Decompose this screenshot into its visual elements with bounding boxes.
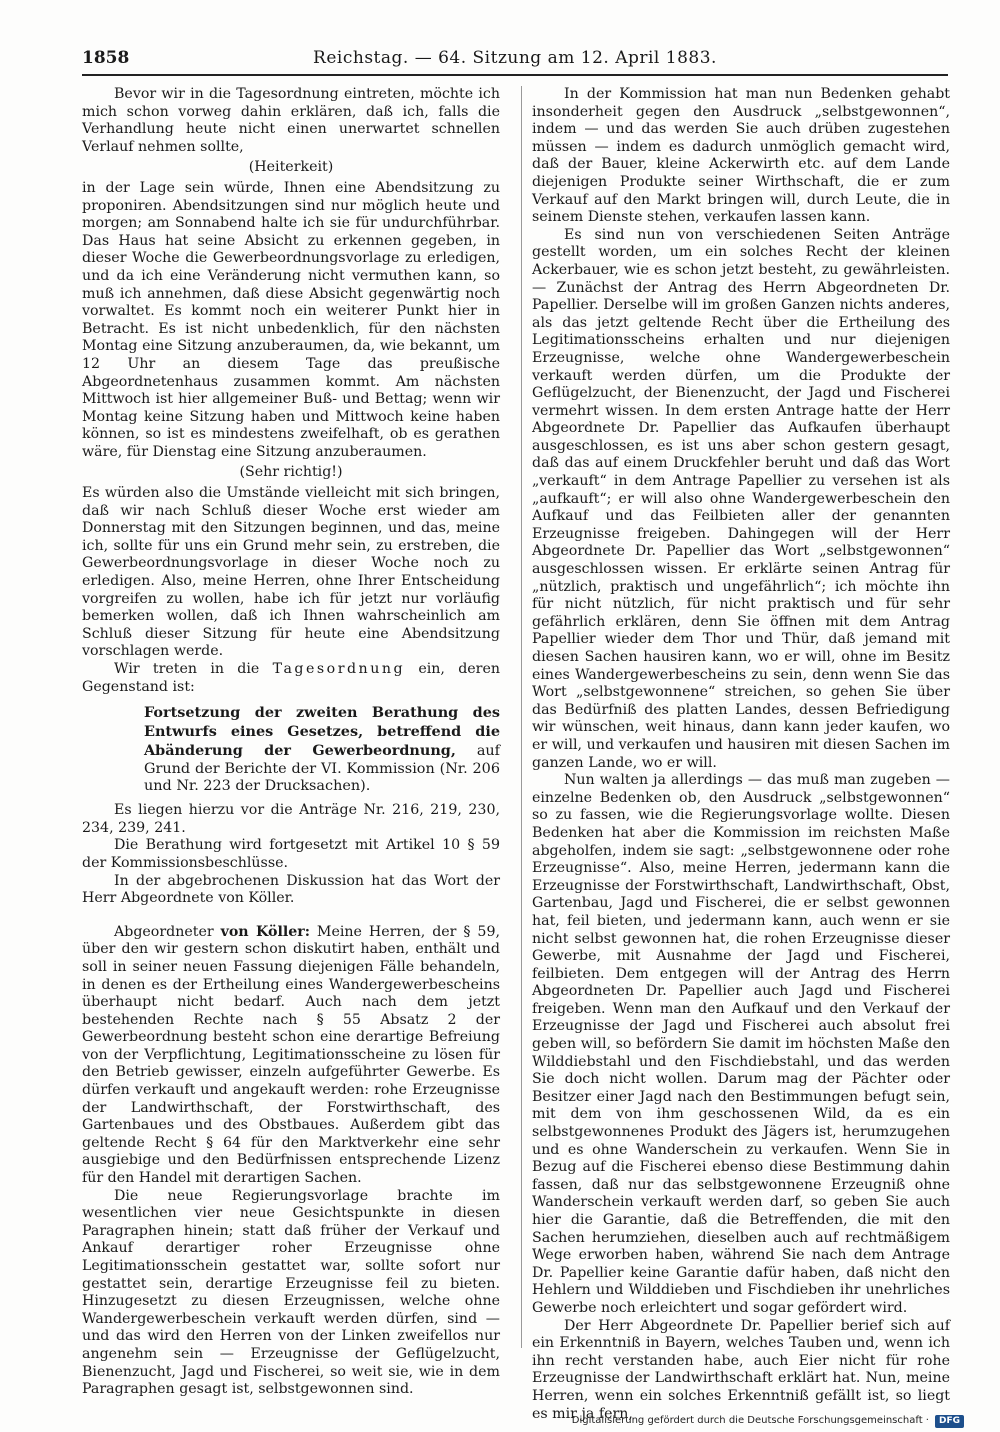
- running-title: Reichstag. — 64. Sitzung am 12. April 1883.: [313, 48, 717, 68]
- left-column: [82, 86, 500, 1398]
- column-divider: [521, 86, 522, 1348]
- header-rule: [82, 74, 948, 76]
- paragraph: Die Berathung wird fortgesetzt mit Artikel 10 § 59 der Kommissionsbeschlüsse.: [82, 837, 500, 871]
- paragraph: Nun walten ja allerdings — das muß man zugeben — einzelne Bedenken ob, den Ausdruck „selbstgewonnen“ so zu fassen, wie die Regierungsvorlage wollte. Diesen Bedenken hat aber die Kommission im reichsten Maße abgeholfen, indem sie sagt: „selbstgewonnene oder rohe Erzeugnisse“. Also, meine Herren, jedermann kann die Erzeugnisse der Forstwirthschaft, Landwirthschaft, Obst, Gartenbau, Jagd und Fischerei, die er selbst gewonnen hat, feil bieten, und jedermann kann, auch wenn er sie nicht selbst gewonnen hat, die rohen Erzeugnisse dieser Gewerbe, mit Ausnahme der Jagd und Fischerei, feilbieten. Dem entgegen will der Antrag des Herrn Abgeordneten Dr. Papellier auch Jagd und Fischerei freigeben. Wenn man den Aufkauf und den Verkauf der Erzeugnisse der Jagd und Fischerei auch absolut frei geben will, so befördern Sie damit im höchsten Maße den Wilddiebstahl und den Fischdiebstahl, und das werden Sie doch nicht wollen. Darum mag der Pächter oder Besitzer einer Jagd nach den Bestimmungen befugt sein, mit dem von ihm geschossenen Wild, da es ein selbstgewonnenes Produkt des Jägers ist, herumzugehen und es ohne Wanderschein zu verkaufen. Wenn Sie in Bezug auf die Fischerei ebenso diese Bestimmung dahin fassen, daß nur das selbstgewonnene Erzeugniß ohne Wanderschein verkauft werden darf, so geben Sie auch hier die Garantie, daß die Betreffenden, die mit den Sachen herumziehen, dieselben auch auf rechtmäßigem Wege erworben haben, während Sie nach dem Antrage Dr. Papellier keine Garantie dafür haben, daß nicht den Hehlern und Wilddieben und Fischdieben ihr unehrliches Gewerbe noch erleichtert und sogar gefördert wird.: [532, 772, 950, 1316]
- dfg-badge: DFG: [935, 1415, 964, 1428]
- speaker-name: von Köller:: [220, 923, 310, 940]
- spacer: [82, 908, 500, 924]
- footer-text: Digitalisierung gefördert durch die Deutsche Forschungsgemeinschaft ·: [571, 1415, 929, 1426]
- paragraph: Es liegen hierzu vor die Anträge Nr. 216, 219, 230, 234, 239, 241.: [82, 802, 500, 836]
- paragraph: Der Herr Abgeordnete Dr. Papellier berief sich auf ein Erkenntniß in Bayern, welches Tauben und, wenn ich ihn recht verstanden habe, auch Eier nicht für rohe Erzeugnisse der Landwirthschaft erklärt hat. Nun, meine Herren, wenn ein solches Erkenntniß gefällt ist, so liegt es mir ja fern,: [532, 1317, 950, 1422]
- paragraph: In der Kommission hat man nun Bedenken gehabt insonderheit gegen den Ausdruck „selbstgewonnen“, indem — und das werden Sie auch drüben zugestehen müssen — indem es dadurch unmöglich gemacht wird, daß der Bauer, kleine Ackerwirth etc. auf dem Lande diejenigen Produkte seiner Wirthschaft, die er zum Verkauf auf den Markt bringen will, durch Leute, die in seinem Dienste stehen, verkaufen lassen kann.: [532, 86, 950, 226]
- digitization-footer: [572, 1414, 964, 1428]
- speech: Abgeordneter von Köller: Meine Herren, der § 59, über den wir gestern schon diskutirt haben, enthält und soll in seiner neuen Fassung diejenigen Fälle behandeln, in denen es der Ertheilung eines Wandergewerbescheins überhaupt nicht bedarf. Auch nach dem jetzt bestehenden Rechte nach § 55 Absatz 2 der Gewerbeordnung besteht schon eine derartige Befreiung von der Verpflichtung, Legitimationsscheine zu lösen für den Betrieb gewisser, einzeln aufgeführter Gewerbe. Es dürfen verkauft und angekauft werden: rohe Erzeugnisse der Landwirthschaft, der Forstwirthschaft, des Gartenbaues und des Obstbaues. Außerdem gibt das geltende Recht § 64 für den Marktverkehr eine sehr ausgiebige und den Bedürfnissen entsprechende Lizenz für den Handel mit derartigen Sachen.: [82, 923, 500, 1187]
- paragraph: Es würden also die Umstände vielleicht mit sich bringen, daß wir nach Schluß dieser Woche erst wieder am Donnerstag mit den Sitzungen beginnen, und das, meine ich, sollte für uns ein Grund mehr sein, zu erstreben, die Gewerbeordnungsvorlage in dieser Woche noch zu erledigen. Also, meine Herren, ohne Ihrer Entscheidung vorgreifen zu wollen, habe ich für jetzt nur vorläufig bemerken wollen, daß ich Ihnen wahrscheinlich am Schluß dieser Sitzung für heute eine Abendsitzung vorschlagen werde.: [82, 485, 500, 660]
- remark: (Heiterkeit): [248, 159, 334, 176]
- remark: (Sehr richtig!): [239, 464, 343, 481]
- paragraph: in der Lage sein würde, Ihnen eine Abendsitzung zu proponiren. Abendsitzungen sind nur möglich heute und morgen; am Sonnabend halte ich sie für undurchführbar. Das Haus hat seine Absicht zu erkennen gegeben, in dieser Woche die Gewerbeordnungsvorlage zu erledigen, und da ich eine Veränderung nicht vermuthen kann, so muß ich annehmen, daß diese Absicht gegenwärtig noch vorwaltet. Es kommt noch ein weiterer Punkt hier in Betracht. Es ist nicht unbedenklich, für den nächsten Montag eine Sitzung anzuberaumen, da, wie bekannt, um 12 Uhr an diesem Tage das preußische Abgeordnetenhaus zusammen kommt. Am nächsten Mittwoch ist hier allgemeiner Buß- und Bettag; wenn wir Montag keine Sitzung haben und Mittwoch keine haben können, so ist es mindestens zweifelhaft, ob es gerathen wäre, für Dienstag eine Sitzung anzuberaumen.: [82, 179, 500, 460]
- paragraph: In der abgebrochenen Diskussion hat das Wort der Herr Abgeordnete von Köller.: [82, 872, 500, 907]
- paragraph: Die neue Regierungsvorlage brachte im wesentlichen vier neue Gesichtspunkte in diesen Paragraphen hinein; statt daß früher der Verkauf und Ankauf derartiger roher Erzeugnisse ohne Legitimationsschein gestattet war, sollte sofort nur gestattet sein, derartige Erzeugnisse feil zu bieten. Hinzugesetzt zu diesen Erzeugnissen, welche ohne Wandergewerbeschein verkauft werden dürfen, sind — und das wird den Herren von der Linken zweifellos nur angenehm sein — Erzeugnisse der Geflügelzucht, Bienenzucht, Jagd und Fischerei, so weit sie, wie in dem Paragraphen gesagt ist, selbstgewonnen sind.: [82, 1187, 500, 1398]
- paragraph: Bevor wir in die Tagesordnung eintreten, möchte ich mich schon vorweg dahin erklären, daß ich, falls die Verhandlung heute nicht einen unerwartet schnellen Verlauf nehmen sollte,: [82, 86, 500, 155]
- page-number: 1858: [82, 48, 130, 68]
- paragraph: Es sind nun von verschiedenen Seiten Anträge gestellt worden, um ein solches Recht der kleinen Ackerbauer, wie es schon jetzt besteht, zu gewährleisten. — Zunächst der Antrag des Herrn Abgeordneten Dr. Papellier. Derselbe will im großen Ganzen nichts anderes, als das jetzt geltende Recht über die Ertheilung des Legitimationsscheins erhalten und nur diejenigen Erzeugnisse, welche ohne Wandergewerbeschein verkauft werden dürfen, um die Produkte der Geflügelzucht, der Bienenzucht, der Jagd und Fischerei vermehrt wissen. In dem ersten Antrage hatte der Herr Abgeordnete Dr. Papellier das Aufkaufen überhaupt ausgeschlossen, es ist uns aber schon gestern gesagt, daß das auf einem Druckfehler beruht und daß das Wort „verkauft“ in dem Antrage Papellier zu versehen ist als „aufkauft“; er will also ohne Wandergewerbeschein den Aufkauf und das Feilbieten aller der genannten Erzeugnisse freigeben. Dahingegen will der Herr Abgeordnete Dr. Papellier das Wort „selbstgewonnen“ ausgeschlossen wissen. Er erklärte seinen Antrag für „nützlich, praktisch und ungefährlich“; ich möchte ihn für nicht nützlich, für nicht praktisch und für sehr gefährlich erklären, denn Sie öffnen mit dem Antrag Papellier wieder dem Thor und Thür, daß jemand mit diesen Sachen hausiren kann, wo er will, ohne im Besitz eines Wandergewerbescheins zu sein, denn wenn Sie das Wort „selbstgewonnene“ streichen, so gehen Sie über das Bedürfniß des platten Landes, dessen Befriedigung wir wünschen, weit hinaus, dann kann jeder kaufen, wo er will, und verkaufen und hausiren mit diesen Sachen im ganzen Lande, wo er will.: [532, 226, 950, 771]
- agenda-intro: Wir treten in die Tagesordnung ein, deren Gegenstand ist:: [82, 661, 500, 695]
- agenda-heading: Fortsetzung der zweiten Berathung des Entwurfs eines Gesetzes, betreffend die Abänderung der Gewerbeordnung, auf Grund der Berichte der VI. Kommission (Nr. 206 und Nr. 223 der Drucksachen).: [144, 704, 500, 795]
- page-header: [82, 40, 948, 76]
